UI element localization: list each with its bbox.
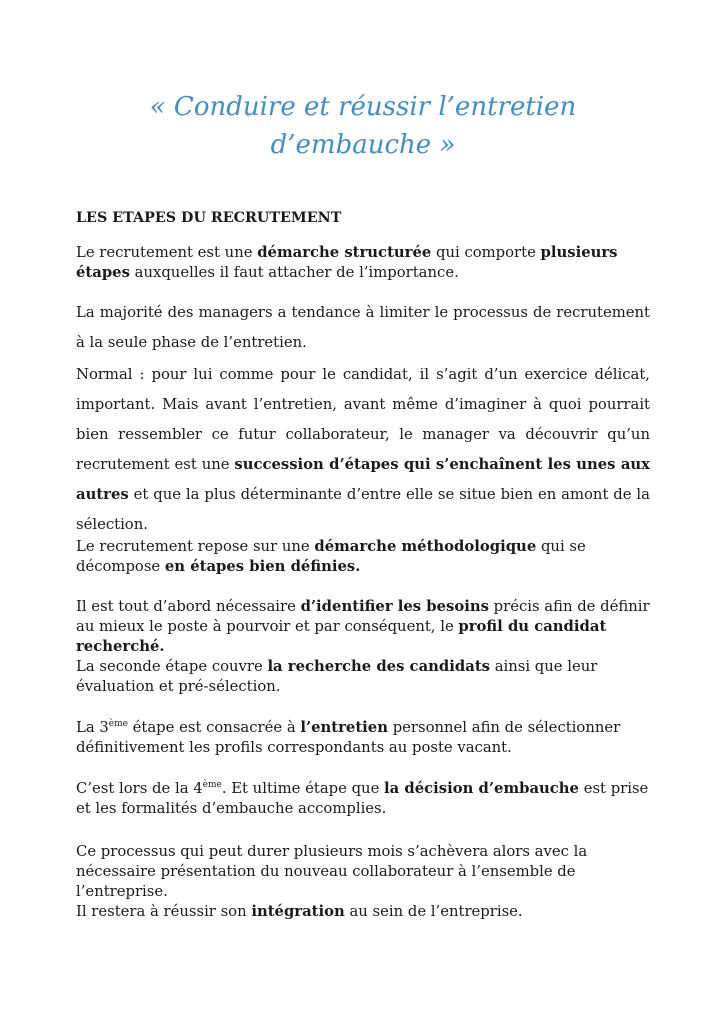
paragraph-4: Le recrutement repose sur une démarche méthodologique qui se décompose en étapes bien définies. [76, 538, 586, 575]
paragraph-9: Ce processus qui peut durer plusieurs mois s’achèvera alors avec la nécessaire présentation du nouveau collaborateur à l’ensemble de l’entreprise. Il restera à réussir son intégration au sein de l’entreprise. [76, 843, 588, 920]
paragraph-2: La majorité des managers a tendance à limiter le processus de recrutement à la seule phase de l’entretien. [76, 304, 650, 351]
paragraph-7: La 3ème étape est consacrée à l’entretien personnel afin de sélectionner définitivement les profils correspondants au poste vacant. [76, 719, 621, 756]
document-title [76, 88, 650, 164]
paragraph-6: La seconde étape couvre la recherche des candidats ainsi que leur évaluation et pré-sélection. [76, 658, 598, 695]
title-line-2: d’embauche » [270, 130, 456, 160]
paragraph-3: Normal : pour lui comme pour le candidat, il s’agit d’un exercice délicat, important. Mais avant l’entretien, avant même d’imaginer à quoi pourrait bien ressembler ce futur collaborateur, le manager va découvrir qu’un recrutement est une succession d’étapes qui s’enchaînent les unes aux autres et que la plus déterminante d’entre elle se situe bien en amont de la sélection. [76, 366, 650, 533]
paragraph-5: Il est tout d’abord nécessaire d’identifier les besoins précis afin de définir au mieux le poste à pourvoir et par conséquent, le profil du candidat recherché. [76, 598, 650, 655]
paragraph-8: C’est lors de la 4ème. Et ultime étape que la décision d’embauche est prise et les formalités d’embauche accomplies. [76, 780, 649, 817]
title-line-1: « Conduire et réussir l’entretien [149, 92, 577, 122]
section-heading: LES ETAPES DU RECRUTEMENT [76, 210, 342, 226]
paragraph-1: Le recrutement est une démarche structurée qui comporte plusieurs étapes auxquelles il faut attacher de l’importance. [76, 244, 618, 281]
